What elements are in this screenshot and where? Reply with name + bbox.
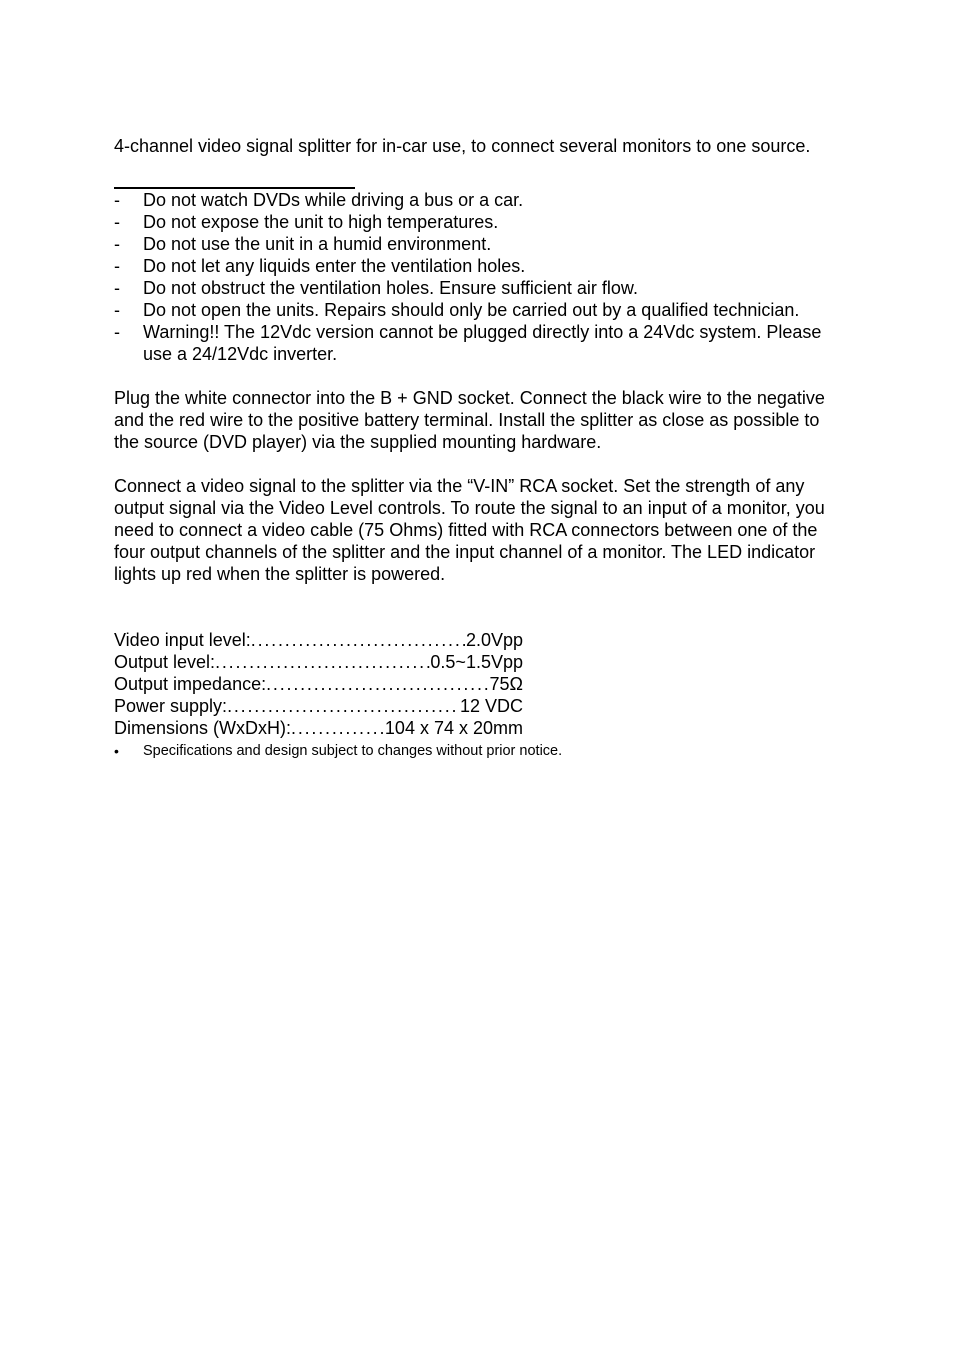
safety-text: Do not obstruct the ventilation holes. Ensure sufficient air flow.: [143, 278, 638, 298]
safety-text: Do not let any liquids enter the ventilation holes.: [143, 256, 526, 276]
specifications-table: [114, 629, 523, 739]
intro-paragraph: 4-channel video signal splitter for in-car use, to connect several monitors to one source.: [114, 136, 811, 156]
dash-marker: -: [114, 322, 120, 342]
spec-row: [114, 717, 523, 739]
dash-marker: -: [114, 190, 120, 210]
leader-dots: [291, 717, 385, 739]
safety-list: [114, 189, 841, 365]
leader-dots: [266, 673, 489, 695]
spec-label: Output level:: [114, 652, 216, 672]
spec-label: Output impedance:: [114, 674, 267, 694]
safety-text: Do not watch DVDs while driving a bus or a car.: [143, 190, 524, 210]
spec-label: Dimensions (WxDxH):: [114, 718, 292, 738]
leader-dots: [227, 695, 460, 717]
safety-text: Do not open the units. Repairs should only be carried out by a qualified technician.: [143, 300, 800, 320]
spec-value: 0.5~1.5Vpp: [430, 652, 523, 672]
list-item: [114, 299, 841, 321]
safety-text: Do not expose the unit to high temperatures.: [143, 212, 499, 232]
list-item: [114, 255, 841, 277]
spec-value: 75Ω: [489, 674, 523, 694]
spec-label: Video input level:: [114, 630, 251, 650]
safety-text: Warning!! The 12Vdc version cannot be plugged directly into a 24Vdc system. Please use a 24/12Vdc inverter.: [143, 322, 822, 364]
list-item: [114, 189, 841, 211]
spec-value: 104 x 74 x 20mm: [384, 718, 523, 738]
dash-marker: -: [114, 234, 120, 254]
disclaimer-text: Specifications and design subject to changes without prior notice.: [143, 743, 563, 759]
list-item: [114, 233, 841, 255]
spec-label: Power supply:: [114, 696, 228, 716]
spec-value: 12 VDC: [459, 696, 523, 716]
spec-row: [114, 695, 523, 717]
disclaimer-note: [114, 740, 841, 762]
spec-row: [114, 651, 523, 673]
spec-value: 2.0Vpp: [465, 630, 523, 650]
installation-paragraph: Plug the white connector into the B + GND socket. Connect the black wire to the negative and the red wire to the positive battery terminal. Install the splitter as close as possible to the source (DVD player) via the supplied mounting hardware.: [114, 388, 825, 452]
dash-marker: -: [114, 256, 120, 276]
manual-page: [114, 135, 841, 762]
operation-paragraph: Connect a video signal to the splitter via the “V-IN” RCA socket. Set the strength of any output signal via the Video Level controls. To route the signal to an input of a monitor, you need to connect a video cable (75 Ohms) fitted with RCA connectors between one of the four output channels of the splitter and the input channel of a monitor. The LED indicator lights up red when the splitter is powered.: [114, 476, 825, 584]
dash-marker: -: [114, 300, 120, 320]
spec-row: [114, 673, 523, 695]
spec-row: [114, 629, 523, 651]
list-item: [114, 277, 841, 299]
dash-marker: -: [114, 212, 120, 232]
dash-marker: -: [114, 278, 120, 298]
leader-dots: [251, 629, 466, 651]
safety-text: Do not use the unit in a humid environment.: [143, 234, 492, 254]
list-item: [114, 321, 841, 365]
list-item: [114, 211, 841, 233]
bullet-icon: •: [114, 743, 119, 759]
leader-dots: [215, 651, 430, 673]
